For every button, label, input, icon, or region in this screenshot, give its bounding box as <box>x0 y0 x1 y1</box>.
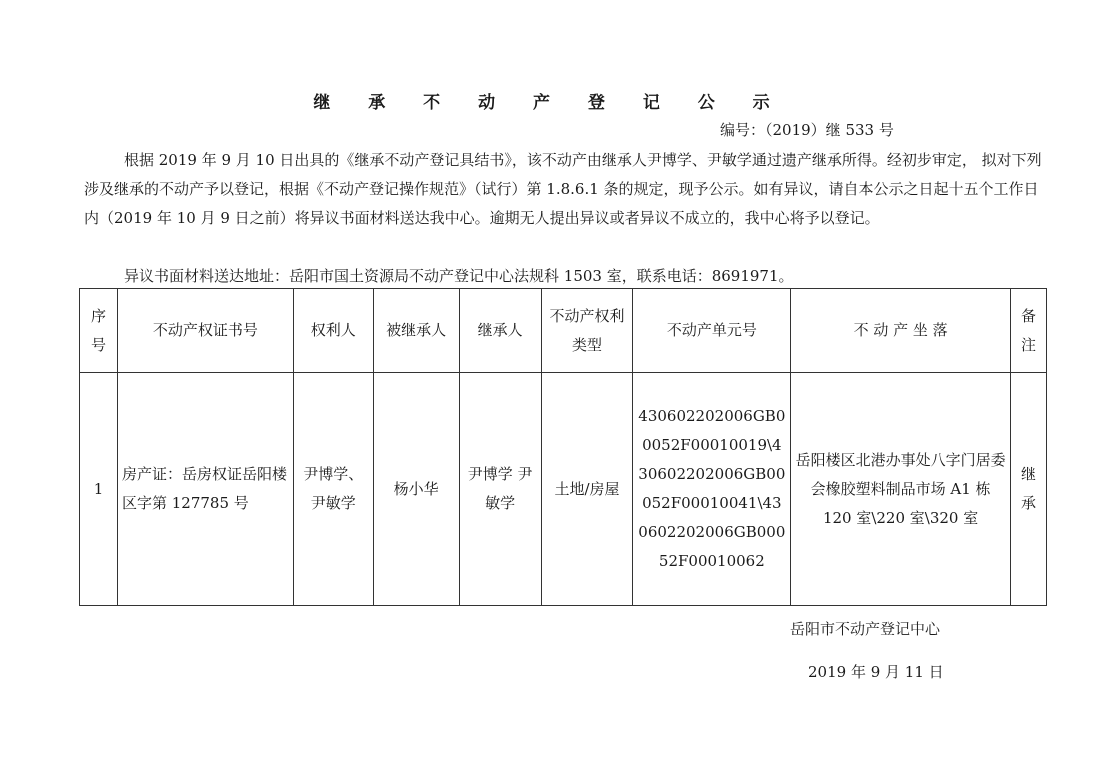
header-unit-no: 不动产单元号 <box>633 289 791 373</box>
cell-right-holder: 尹博学、尹敏学 <box>293 373 373 606</box>
issue-date: 2019 年 9 月 11 日 <box>808 663 944 681</box>
header-deceased: 被继承人 <box>373 289 459 373</box>
cell-unit-no: 430602202006GB00052F00010019\430602202006GB00052F00010041\430602202006GB00052F00010062 <box>633 373 791 606</box>
table-header-row <box>80 289 1047 373</box>
cell-deceased: 杨小华 <box>373 373 459 606</box>
header-right-type: 不动产权利类型 <box>541 289 633 373</box>
notice-paragraph: 根据 2019 年 9 月 10 日出具的《继承不动产登记具结书》，该不动产由继承人尹博学、尹敏学通过遗产继承所得。经初步审定， 拟对下列涉及继承的不动产予以登记，根据《不动产登记操作规范》（试行）第 1.8.6.1 条的规定，现予公示。如有异议，请自本公示之日起十五个工作日内（2019 年 10 月 9 日之前）将异议书面材料送达我中心。逾期无人提出异议或者异议不成立的，我中心将予以登记。 <box>84 151 1042 227</box>
header-cert-no: 不动产权证书号 <box>117 289 293 373</box>
document-title: 继 承 不 动 产 登 记 公 示 <box>313 93 786 113</box>
header-seq: 序号 <box>80 289 118 373</box>
header-location: 不 动 产 坐 落 <box>791 289 1011 373</box>
property-table <box>79 288 1047 606</box>
document-number: 编号：（2019）继 533 号 <box>720 121 894 139</box>
header-remark: 备注 <box>1010 289 1046 373</box>
cell-heir: 尹博学 尹敏学 <box>459 373 541 606</box>
cell-cert-no: 房产证：岳房权证岳阳楼区字第 127785 号 <box>117 373 293 606</box>
cell-remark: 继承 <box>1010 373 1046 606</box>
header-heir: 继承人 <box>459 289 541 373</box>
cell-location: 岳阳楼区北港办事处八字门居委会橡胶塑料制品市场 A1 栋 120 室\220 室\320 室 <box>791 373 1011 606</box>
header-right-holder: 权利人 <box>293 289 373 373</box>
table-row <box>80 373 1047 606</box>
cell-seq: 1 <box>80 373 118 606</box>
cell-right-type: 土地/房屋 <box>541 373 633 606</box>
objection-address-paragraph: 异议书面材料送达地址：岳阳市国土资源局不动产登记中心法规科 1503 室，联系电话：8691971。 <box>124 267 794 285</box>
issuer-signature: 岳阳市不动产登记中心 <box>790 620 941 638</box>
